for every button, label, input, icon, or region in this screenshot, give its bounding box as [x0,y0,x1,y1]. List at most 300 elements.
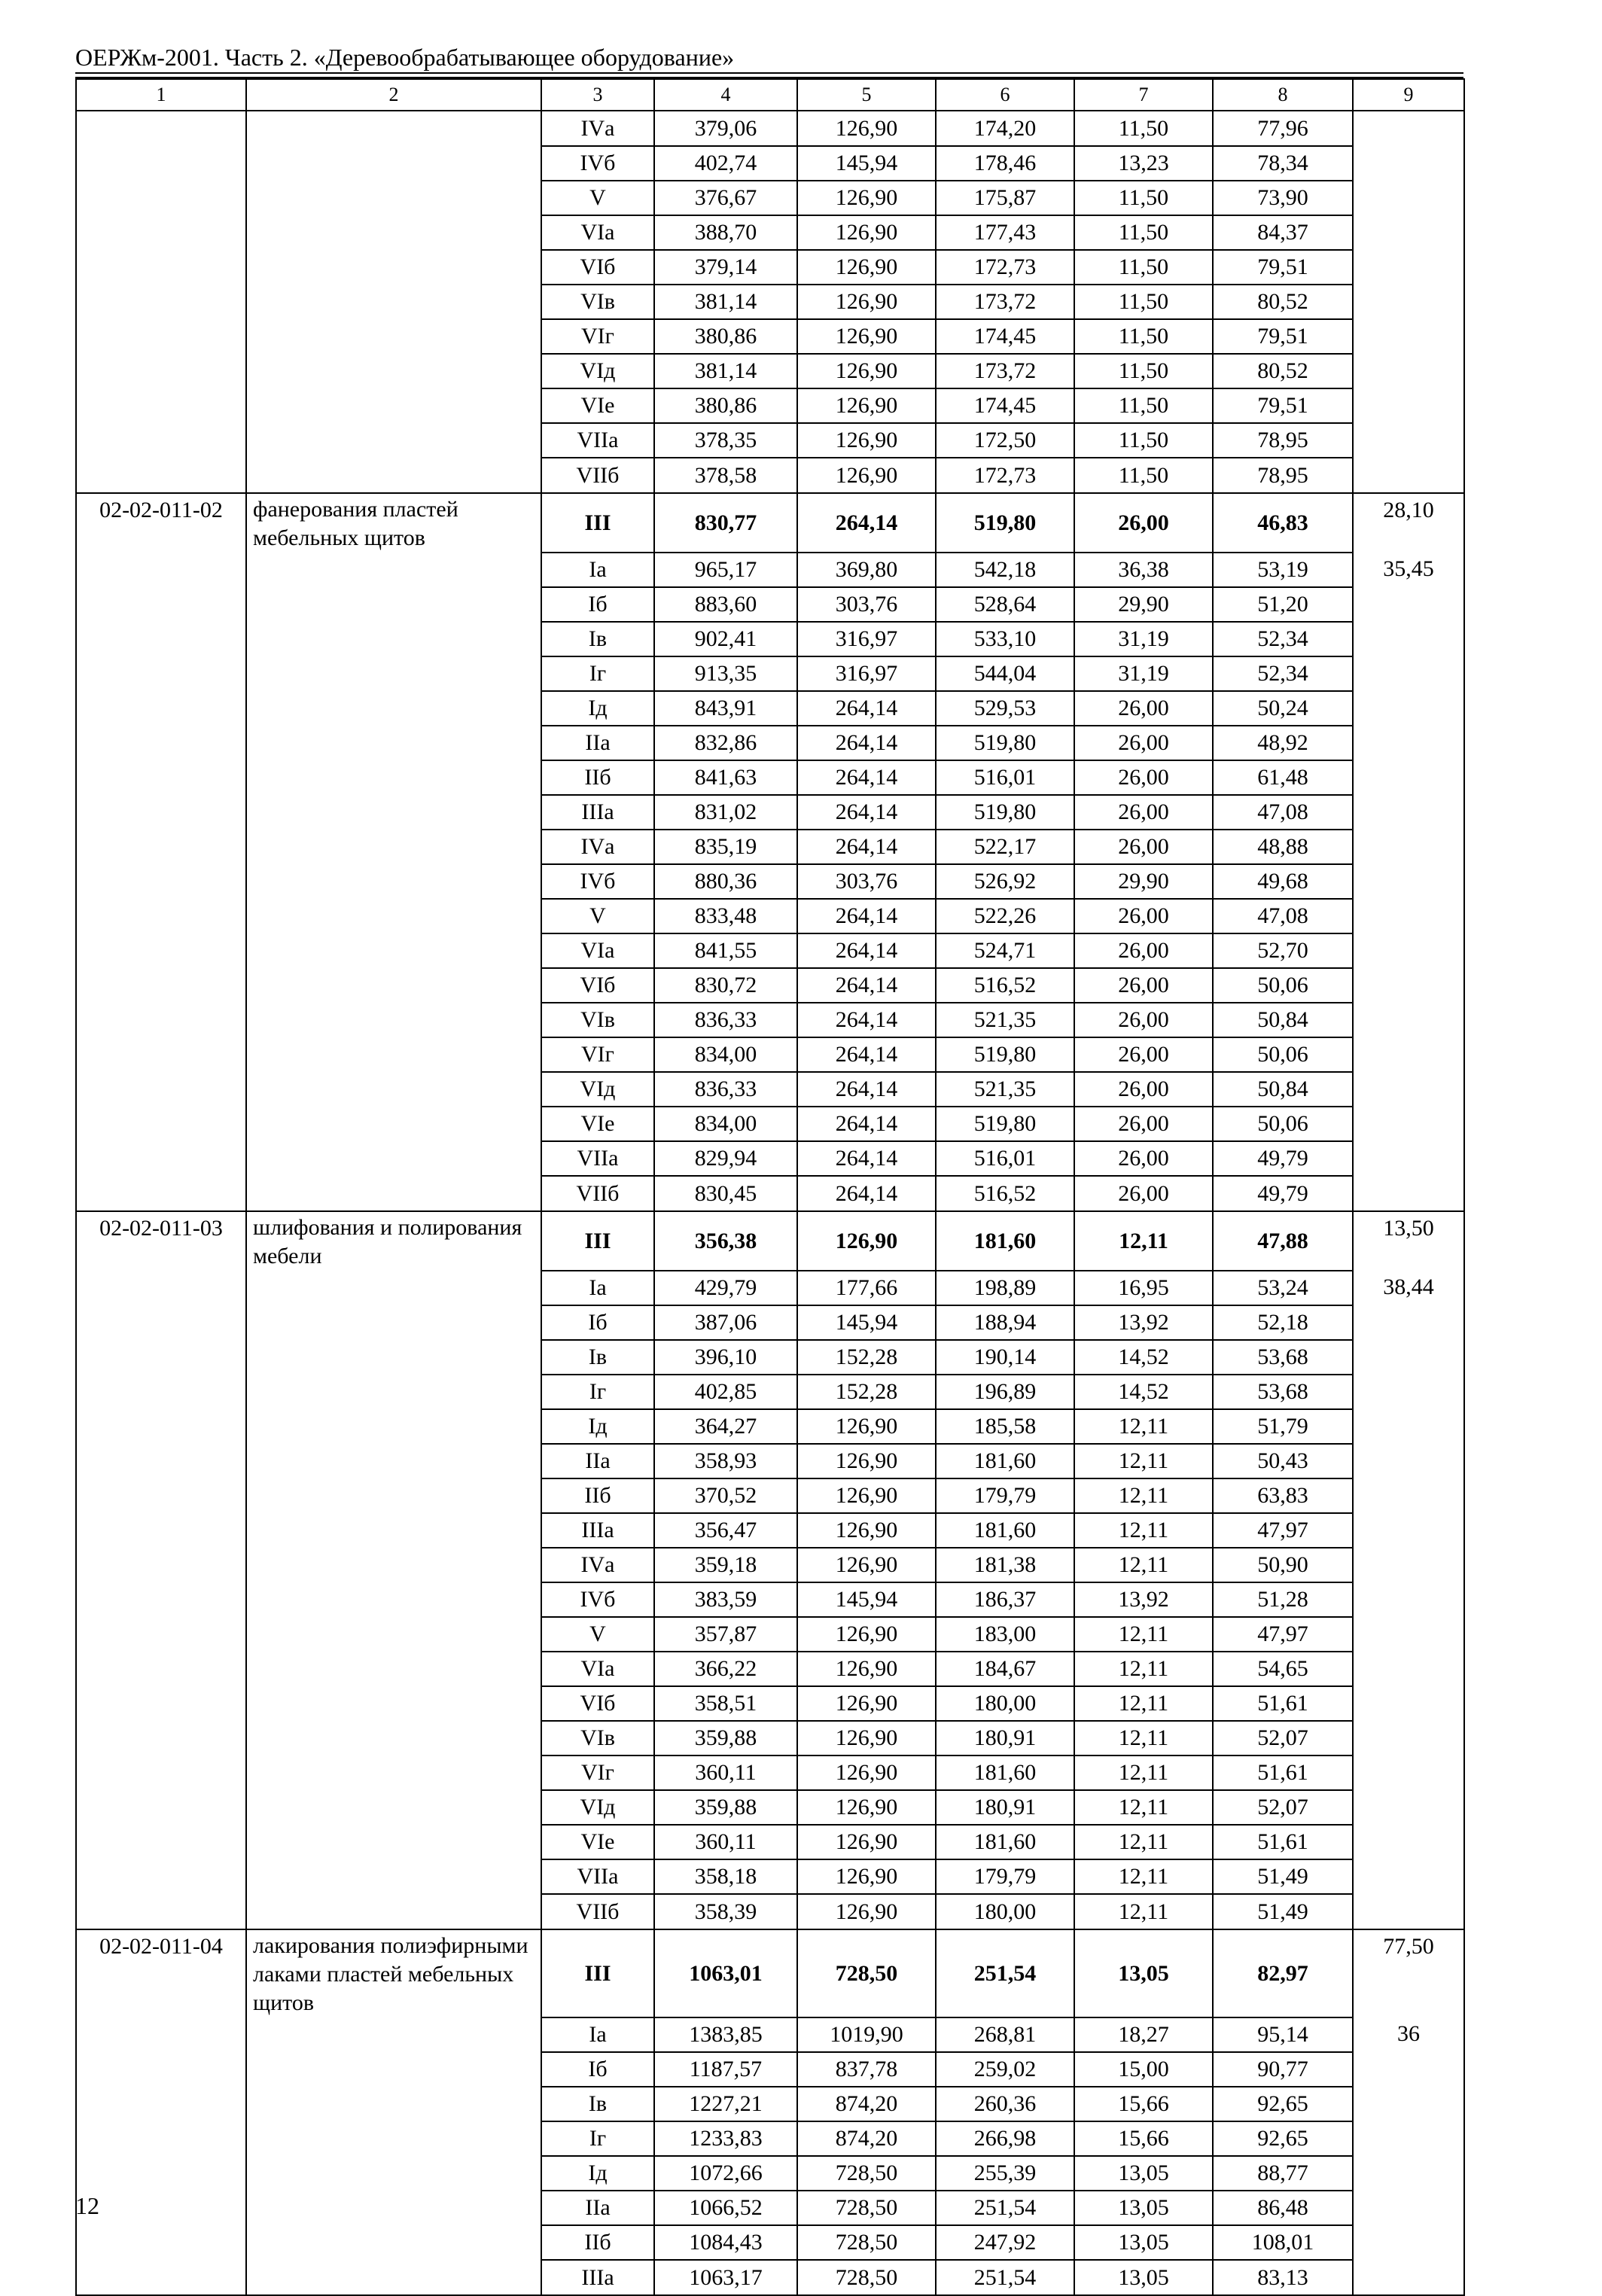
cell-name [246,899,541,933]
cell-machines: 247,92 [936,2225,1074,2260]
cell-name [246,458,541,493]
cell-materials: 61,48 [1213,760,1353,795]
cell-zone: Iа [541,553,654,587]
cell-machinist-wages: 13,05 [1074,2191,1213,2225]
cell-zone: Iв [541,1340,654,1375]
cell-machines: 524,71 [936,933,1074,968]
cell-materials: 49,79 [1213,1141,1353,1176]
cell-zone: Iб [541,2052,654,2087]
cell-wages: 874,20 [797,2087,936,2121]
cell-machines: 172,50 [936,423,1074,458]
cell-machines: 188,94 [936,1305,1074,1340]
cell-labor [1353,354,1464,388]
cell-code [76,656,246,691]
cell-total: 357,87 [654,1617,797,1652]
cell-zone: IVб [541,146,654,181]
cell-code [76,1859,246,1894]
table-row [76,1271,1464,1305]
cell-materials: 51,79 [1213,1409,1353,1444]
cell-machinist-wages: 11,50 [1074,423,1213,458]
cell-machinist-wages: 29,90 [1074,587,1213,622]
cell-wages: 264,14 [797,691,936,726]
cell-labor [1353,388,1464,423]
cell-code [76,1141,246,1176]
cell-wages: 126,90 [797,1755,936,1790]
cell-zone: VIд [541,1790,654,1825]
cell-total: 830,45 [654,1176,797,1211]
column-header: 9 [1353,79,1464,111]
cell-materials: 53,24 [1213,1271,1353,1305]
cell-total: 356,47 [654,1513,797,1548]
cell-labor [1353,1825,1464,1859]
cell-wages: 874,20 [797,2121,936,2156]
cell-name [246,2052,541,2087]
cell-zone: VIIб [541,1894,654,1929]
cell-wages: 264,14 [797,830,936,864]
cell-machines: 184,67 [936,1652,1074,1686]
cell-materials: 80,52 [1213,285,1353,319]
cell-materials: 50,84 [1213,1072,1353,1107]
cell-machines: 526,92 [936,864,1074,899]
cell-zone: Iв [541,622,654,656]
cell-name [246,1859,541,1894]
cell-materials: 51,49 [1213,1859,1353,1894]
cell-labor [1353,1894,1464,1929]
cell-total: 360,11 [654,1825,797,1859]
table-row [76,795,1464,830]
cell-machines: 179,79 [936,1859,1074,1894]
cell-materials: 86,48 [1213,2191,1353,2225]
cell-machinist-wages: 14,52 [1074,1340,1213,1375]
cell-machinist-wages: 11,50 [1074,111,1213,146]
cell-labor [1353,726,1464,760]
cell-machines: 185,58 [936,1409,1074,1444]
cell-machines: 181,60 [936,1211,1074,1271]
cell-name [246,2191,541,2225]
cell-machines: 516,01 [936,1141,1074,1176]
cell-zone: VIг [541,1755,654,1790]
cell-machinist-wages: 12,11 [1074,1211,1213,1271]
cell-total: 902,41 [654,622,797,656]
cell-wages: 728,50 [797,2191,936,2225]
cell-wages: 264,14 [797,1176,936,1211]
column-header: 1 [76,79,246,111]
table-row [76,1929,1464,2017]
cell-machinist-wages: 12,11 [1074,1444,1213,1478]
cell-materials: 49,68 [1213,864,1353,899]
cell-total: 834,00 [654,1107,797,1141]
table-row [76,899,1464,933]
cell-materials: 63,83 [1213,1478,1353,1513]
cell-code [76,354,246,388]
cell-code [76,2191,246,2225]
cell-zone: VIе [541,1107,654,1141]
cell-name [246,2225,541,2260]
cell-total: 833,48 [654,899,797,933]
cell-wages: 126,90 [797,388,936,423]
table-row [76,2017,1464,2052]
cell-machinist-wages: 13,05 [1074,2260,1213,2295]
cell-machinist-wages: 11,50 [1074,319,1213,354]
cell-materials: 78,95 [1213,423,1353,458]
cell-name [246,1444,541,1478]
cell-total: 378,35 [654,423,797,458]
cell-total: 379,06 [654,111,797,146]
cell-total: 1233,83 [654,2121,797,2156]
cell-name [246,1271,541,1305]
cell-machines: 180,00 [936,1686,1074,1721]
cell-total: 834,00 [654,1037,797,1072]
cell-materials: 52,07 [1213,1721,1353,1755]
cell-zone: IIа [541,2191,654,2225]
cell-wages: 126,90 [797,1790,936,1825]
cell-machinist-wages: 11,50 [1074,458,1213,493]
cell-labor [1353,622,1464,656]
cell-machinist-wages: 26,00 [1074,760,1213,795]
cell-total: 380,86 [654,388,797,423]
cell-machinist-wages: 26,00 [1074,726,1213,760]
cell-machinist-wages: 12,11 [1074,1894,1213,1929]
cell-code [76,553,246,587]
cell-name [246,111,541,146]
cell-code [76,2156,246,2191]
cell-zone: IVб [541,864,654,899]
cell-materials: 53,68 [1213,1340,1353,1375]
cell-machinist-wages: 18,27 [1074,2017,1213,2052]
cell-machinist-wages: 31,19 [1074,656,1213,691]
cell-name [246,1141,541,1176]
cell-materials: 52,34 [1213,656,1353,691]
cell-zone: VIг [541,1037,654,1072]
cell-machines: 172,73 [936,250,1074,285]
cell-name [246,1721,541,1755]
cell-zone: Iб [541,1305,654,1340]
cell-wages: 264,14 [797,1072,936,1107]
cell-wages: 264,14 [797,760,936,795]
cell-total: 1227,21 [654,2087,797,2121]
cell-wages: 264,14 [797,1141,936,1176]
cell-wages: 126,90 [797,1652,936,1686]
table-row [76,1894,1464,1929]
cell-zone: VIIб [541,1176,654,1211]
cell-materials: 51,20 [1213,587,1353,622]
cell-labor [1353,1859,1464,1894]
cell-machinist-wages: 26,00 [1074,691,1213,726]
cell-machinist-wages: 26,00 [1074,830,1213,864]
table-row [76,1037,1464,1072]
cell-code [76,830,246,864]
cell-labor [1353,830,1464,864]
cell-wages: 126,90 [797,354,936,388]
table-row [76,1825,1464,1859]
cell-name [246,1582,541,1617]
cell-name [246,2087,541,2121]
cell-labor [1353,1444,1464,1478]
cell-wages: 303,76 [797,587,936,622]
cell-labor [1353,2121,1464,2156]
cell-machinist-wages: 12,11 [1074,1478,1213,1513]
cell-materials: 47,97 [1213,1617,1353,1652]
cell-name [246,587,541,622]
cell-wages: 728,50 [797,2260,936,2295]
cell-machinist-wages: 12,11 [1074,1548,1213,1582]
cell-machines: 544,04 [936,656,1074,691]
cell-machines: 180,00 [936,1894,1074,1929]
cell-materials: 79,51 [1213,388,1353,423]
cell-name [246,795,541,830]
cell-name [246,622,541,656]
cell-labor [1353,111,1464,146]
cell-wages: 126,90 [797,1721,936,1755]
cell-materials: 49,79 [1213,1176,1353,1211]
cell-machinist-wages: 15,66 [1074,2121,1213,2156]
cell-machines: 522,17 [936,830,1074,864]
cell-total: 358,39 [654,1894,797,1929]
cell-code [76,795,246,830]
cell-labor [1353,423,1464,458]
table-row [76,1721,1464,1755]
cell-total: 366,22 [654,1652,797,1686]
cell-name [246,1409,541,1444]
cell-total: 402,74 [654,146,797,181]
cell-machines: 266,98 [936,2121,1074,2156]
cell-wages: 264,14 [797,933,936,968]
cell-zone: VIв [541,285,654,319]
cell-wages: 264,14 [797,1107,936,1141]
cell-code [76,250,246,285]
cell-code [76,760,246,795]
cell-labor: 28,10 [1353,493,1464,553]
cell-name [246,1686,541,1721]
cell-zone: Iа [541,2017,654,2052]
cell-wages: 264,14 [797,493,936,553]
table-row [76,215,1464,250]
cell-materials: 84,37 [1213,215,1353,250]
cell-machines: 516,01 [936,760,1074,795]
cell-machines: 180,91 [936,1721,1074,1755]
cell-total: 388,70 [654,215,797,250]
cell-machinist-wages: 12,11 [1074,1790,1213,1825]
cell-labor [1353,285,1464,319]
cell-machinist-wages: 12,11 [1074,1755,1213,1790]
header-rule-top [75,72,1463,74]
cell-wages: 264,14 [797,899,936,933]
cell-materials: 92,65 [1213,2121,1353,2156]
cell-wages: 126,90 [797,319,936,354]
cell-name [246,1340,541,1375]
cell-total: 831,02 [654,795,797,830]
cell-machinist-wages: 26,00 [1074,1176,1213,1211]
cell-labor [1353,319,1464,354]
cell-zone: IVа [541,830,654,864]
cell-zone: VIв [541,1721,654,1755]
cell-labor [1353,2156,1464,2191]
cell-total: 429,79 [654,1271,797,1305]
cell-name [246,1176,541,1211]
cell-zone: IIб [541,1478,654,1513]
cell-materials: 53,68 [1213,1375,1353,1409]
cell-code [76,864,246,899]
cell-labor [1353,1617,1464,1652]
table-row [76,2191,1464,2225]
table-row [76,1548,1464,1582]
cell-code [76,2225,246,2260]
cell-machinist-wages: 29,90 [1074,864,1213,899]
cell-code [76,1305,246,1340]
cell-machinist-wages: 15,66 [1074,2087,1213,2121]
cell-name [246,215,541,250]
cell-labor [1353,1686,1464,1721]
table-row [76,388,1464,423]
cell-machinist-wages: 31,19 [1074,622,1213,656]
cell-zone: VIа [541,933,654,968]
table-row [76,250,1464,285]
cell-wages: 837,78 [797,2052,936,2087]
cell-machines: 178,46 [936,146,1074,181]
cell-wages: 369,80 [797,553,936,587]
price-table [75,78,1465,2296]
cell-machinist-wages: 12,11 [1074,1825,1213,1859]
cell-name [246,1617,541,1652]
cell-machinist-wages: 26,00 [1074,1003,1213,1037]
cell-machinist-wages: 11,50 [1074,354,1213,388]
cell-code: 02-02-011-03 [76,1211,246,1271]
cell-machinist-wages: 12,11 [1074,1721,1213,1755]
cell-name [246,1072,541,1107]
cell-machinist-wages: 11,50 [1074,250,1213,285]
table-row [76,2087,1464,2121]
cell-total: 381,14 [654,354,797,388]
table-row [76,1176,1464,1211]
cell-name [246,1375,541,1409]
cell-machinist-wages: 12,11 [1074,1686,1213,1721]
cell-labor: 36 [1353,2017,1464,2052]
cell-total: 1063,01 [654,1929,797,2017]
cell-total: 843,91 [654,691,797,726]
cell-labor [1353,760,1464,795]
cell-materials: 108,01 [1213,2225,1353,2260]
cell-labor [1353,968,1464,1003]
column-header: 4 [654,79,797,111]
cell-code [76,1072,246,1107]
column-header: 3 [541,79,654,111]
cell-zone: VIа [541,1652,654,1686]
cell-name [246,388,541,423]
cell-machinist-wages: 26,00 [1074,1037,1213,1072]
cell-wages: 177,66 [797,1271,936,1305]
cell-machines: 173,72 [936,354,1074,388]
cell-labor [1353,656,1464,691]
cell-machines: 519,80 [936,1037,1074,1072]
cell-total: 835,19 [654,830,797,864]
cell-code [76,111,246,146]
cell-materials: 53,19 [1213,553,1353,587]
cell-machines: 521,35 [936,1003,1074,1037]
cell-machinist-wages: 12,11 [1074,1409,1213,1444]
cell-machines: 529,53 [936,691,1074,726]
cell-name [246,760,541,795]
cell-name [246,1825,541,1859]
cell-total: 370,52 [654,1478,797,1513]
table-row [76,1211,1464,1271]
cell-name [246,2121,541,2156]
cell-labor: 38,44 [1353,1271,1464,1305]
cell-total: 380,86 [654,319,797,354]
cell-total: 965,17 [654,553,797,587]
cell-total: 359,88 [654,1790,797,1825]
cell-name [246,1003,541,1037]
cell-zone: III [541,1211,654,1271]
cell-zone: VIб [541,1686,654,1721]
cell-name [246,1478,541,1513]
cell-machinist-wages: 11,50 [1074,181,1213,215]
cell-machines: 542,18 [936,553,1074,587]
cell-code: 02-02-011-02 [76,493,246,553]
cell-wages: 145,94 [797,1582,936,1617]
cell-zone: IIIа [541,2260,654,2295]
cell-materials: 51,61 [1213,1686,1353,1721]
cell-materials: 78,34 [1213,146,1353,181]
cell-materials: 79,51 [1213,319,1353,354]
cell-machines: 198,89 [936,1271,1074,1305]
cell-machines: 173,72 [936,285,1074,319]
cell-labor [1353,2225,1464,2260]
table-row [76,726,1464,760]
cell-zone: VIг [541,319,654,354]
cell-machinist-wages: 13,05 [1074,2225,1213,2260]
table-row [76,1305,1464,1340]
cell-zone: VIIа [541,1859,654,1894]
cell-materials: 88,77 [1213,2156,1353,2191]
cell-materials: 80,52 [1213,354,1353,388]
cell-materials: 50,84 [1213,1003,1353,1037]
cell-total: 387,06 [654,1305,797,1340]
cell-machines: 172,73 [936,458,1074,493]
cell-materials: 52,18 [1213,1305,1353,1340]
cell-materials: 50,06 [1213,1107,1353,1141]
cell-labor [1353,1375,1464,1409]
cell-labor [1353,1340,1464,1375]
page-header-title: ОЕРЖм-2001. Часть 2. «Деревообрабатывающее оборудование» [75,44,735,71]
cell-zone: IIб [541,760,654,795]
cell-machines: 177,43 [936,215,1074,250]
cell-machines: 516,52 [936,968,1074,1003]
cell-code [76,319,246,354]
cell-labor [1353,1548,1464,1582]
cell-name [246,250,541,285]
column-header: 5 [797,79,936,111]
cell-code [76,1037,246,1072]
cell-machines: 186,37 [936,1582,1074,1617]
cell-zone: IVа [541,1548,654,1582]
cell-machinist-wages: 26,00 [1074,899,1213,933]
table-row [76,864,1464,899]
cell-name [246,726,541,760]
cell-total: 1072,66 [654,2156,797,2191]
cell-zone: IVб [541,1582,654,1617]
cell-wages: 145,94 [797,146,936,181]
cell-machinist-wages: 11,50 [1074,388,1213,423]
table-row [76,1686,1464,1721]
cell-total: 830,72 [654,968,797,1003]
cell-machines: 180,91 [936,1790,1074,1825]
cell-code [76,1444,246,1478]
cell-zone: III [541,493,654,553]
cell-total: 356,38 [654,1211,797,1271]
cell-wages: 152,28 [797,1340,936,1375]
cell-code [76,899,246,933]
cell-wages: 126,90 [797,1548,936,1582]
